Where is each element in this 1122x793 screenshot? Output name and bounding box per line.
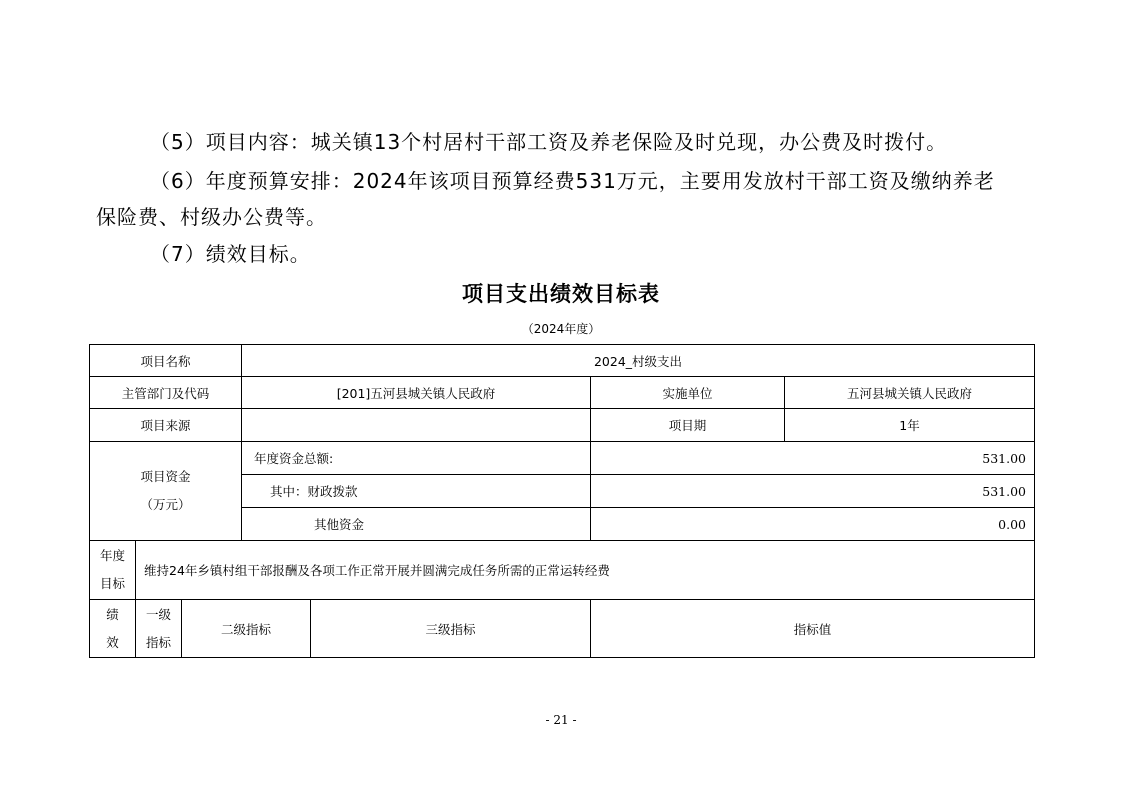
annual-goal-label-line1: 年度 (99, 548, 125, 563)
total-funds-value: 531.00 (590, 441, 1035, 475)
fiscal-funds-label: 其中：财政拨款 (241, 474, 591, 508)
table-year: （2024年度） (521, 322, 601, 336)
performance-label (89, 599, 136, 658)
period-label: 项目期 (590, 408, 785, 442)
source-label: 项目来源 (89, 408, 242, 442)
annual-goal-label (89, 540, 136, 600)
impl-unit-value: 五河县城关镇人民政府 (784, 376, 1035, 409)
dept-value: [201]五河县城关镇人民政府 (241, 376, 591, 409)
annual-goal-value: 维持24年乡镇村组干部报酬及各项工作正常开展并圆满完成任务所需的正常运转经费 (135, 540, 1035, 600)
level3-indicator-header: 三级指标 (310, 599, 591, 658)
dept-label: 主管部门及代码 (89, 376, 242, 409)
project-name-label: 项目名称 (89, 344, 242, 377)
level2-indicator-header: 二级指标 (181, 599, 311, 658)
other-funds-label: 其他资金 (241, 507, 591, 541)
period-value: 1年 (784, 408, 1035, 442)
level1-indicator-line1: 一级 (145, 606, 171, 622)
other-funds-value: 0.00 (590, 507, 1035, 541)
indicator-value-header: 指标值 (590, 599, 1035, 658)
annual-goal-label-line2: 目标 (99, 576, 125, 591)
project-name-value: 2024_村级支出 (241, 344, 1035, 377)
total-funds-label: 年度资金总额: (241, 441, 591, 475)
paragraph-budget-line2: 保险费、村级办公费等。 (96, 205, 327, 229)
fiscal-funds-value: 531.00 (590, 474, 1035, 508)
performance-label-line1: 绩 (106, 606, 119, 622)
page-number: - 21 - (545, 713, 577, 727)
performance-label-line2: 效 (106, 634, 119, 650)
source-value (241, 408, 591, 442)
paragraph-budget-line1: （6）年度预算安排：2024年该项目预算经费531万元，主要用发放村干部工资及缴纳养老 (150, 169, 995, 193)
paragraph-goals-heading: （7）绩效目标。 (150, 242, 311, 266)
funds-label (89, 441, 242, 541)
funds-label-line1: 项目资金 (140, 469, 191, 484)
impl-unit-label: 实施单位 (590, 376, 785, 409)
level1-indicator-line2: 指标 (145, 634, 171, 650)
paragraph-project-content: （5）项目内容：城关镇13个村居村干部工资及养老保险及时兑现，办公费及时拨付。 (150, 130, 948, 154)
funds-label-line2: （万元） (140, 497, 191, 512)
table-title: 项目支出绩效目标表 (462, 282, 660, 306)
level1-indicator-header (135, 599, 182, 658)
